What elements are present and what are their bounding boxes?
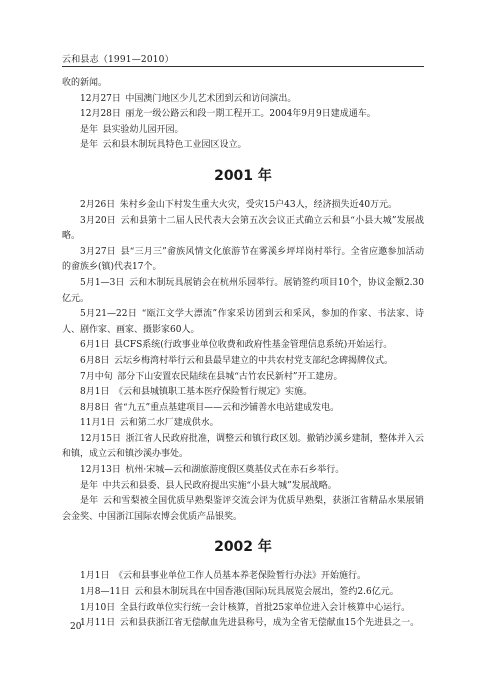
chronicle-entry [62,214,424,245]
entry-date: 11月1日 [80,418,116,429]
chronicle-entry [62,123,424,139]
entry-text: 云和第二水厂建成供水。 [119,418,219,429]
page-content [62,76,424,632]
chronicle-entry [62,616,424,632]
chronicle-entry [62,370,424,386]
chronicle-entry [62,432,424,463]
header-rule [62,66,424,67]
entry-text: 县实验幼儿园开园。 [102,124,184,135]
entry-date: 7月中旬 [80,371,113,382]
chronicle-entry [62,569,424,585]
running-head: 云和县志（1991—2010） [62,55,174,65]
entry-text: 县CFS系统(行政事业单位收费和政府性基金管理信息系统)开始运行。 [113,340,393,351]
entry-date: 是年 [80,496,99,507]
entry-text: 朱村乡金山下村发生重大火灾，受灾15户43人，经济损失近40万元。 [119,199,398,210]
chronicle-entry [62,198,424,214]
entry-date: 3月20日 [80,215,116,226]
entry-date: 12月15日 [80,433,122,444]
entry-text: 云和木制玩具展销会在杭州乐园举行。展销签约项目10个，协议金额2.30亿元。 [62,277,424,304]
entry-date: 1月8—11日 [80,587,130,598]
entry-date: 12月28日 [80,109,121,120]
page-number: 20 [70,622,82,632]
year-heading: 2002 年 [214,539,272,556]
entry-text: 云和县第十二届人民代表大会第五次会议正式确立云和县“小县大城”发展战略。 [62,215,424,242]
entry-date: 5月21—22日 [80,309,138,320]
entry-text: 云和雪梨被全国优质早熟梨鉴评交流会评为优质早熟梨，获浙江省精品水果展销会金奖、中国浙江国际农博会优质产品银奖。 [62,496,424,522]
chronicle-entry [62,307,424,338]
entry-date: 1月11日 [80,618,116,629]
entry-text: “瓯江文学大漂流”作家采访团到云和采风，参加的作家、书法家、诗人、剧作家、画家、摄影家60人。 [62,309,424,335]
entry-date: 5月1—3日 [80,277,125,288]
chronicle-entry [62,354,424,370]
chronicle-entry [62,338,424,354]
entry-text: 云和县木制玩具在中国香港(国际)玩具展览会展出，签约2.6亿元。 [134,587,399,598]
entry-text: 省“九五”重点基建项目——云和沙铺善水电站建成发电。 [113,402,340,413]
entry-date: 12月27日 [80,93,121,104]
entry-date: 1月1日 [80,571,110,582]
chronicle-entry [62,463,424,479]
entry-text: 浙江省人民政府批准，调整云和镇行政区划。撤销沙溪乡建制，整体并入云和镇，成立云和镇沙溪办事处。 [62,433,424,460]
year-heading: 2001 年 [214,167,272,184]
entry-text: 部分下山安置农民陆续在县城“古竹农民新村”开工建房。 [117,371,343,382]
chronicle-entry [62,138,424,154]
entry-text: 云和县获浙江省无偿献血先进县称号，成为全省无偿献血15个先进县之一。 [119,618,420,629]
chronicle-entry [62,494,424,525]
chronicle-entry [62,92,424,108]
chronicle-entry [62,416,424,432]
chronicle-entry [62,245,424,276]
entry-text: 云坛乡梅湾村举行云和县最早建立的中共农村党支部纪念碑揭牌仪式。 [113,355,393,366]
chronicle-entry [62,276,424,307]
chronicle-entry [62,479,424,495]
entry-date: 是年 [80,124,99,135]
chronicle-entry [62,385,424,401]
entry-date: 是年 [80,480,99,491]
entry-date: 6月8日 [80,355,110,366]
entry-date: 8月1日 [80,387,110,398]
entry-date: 1月10日 [80,602,116,613]
entry-date: 6月1日 [80,340,110,351]
entry-date: 3月27日 [80,246,116,257]
entry-text: 丽龙一级公路云和段一期工程开工。2004年9月9日建成通车。 [125,109,376,120]
entry-text: 全县行政单位实行统一会计核算，首批25家单位进入会计核算中心运行。 [119,602,411,613]
chronicle-entry [62,76,424,92]
entry-text: 收的新闻。 [62,78,108,88]
entry-date: 12月13日 [80,465,121,476]
entry-text: 县“三月三”畲族风情文化旅游节在雾溪乡坪垟岗村举行。全省应邀参加活动的畲族乡(镇)代表17个。 [62,246,424,273]
entry-text: 云和县木制玩具特色工业园区设立。 [102,140,247,151]
entry-date: 8月8日 [80,402,110,413]
entry-text: 中共云和县委、县人民政府提出实施“小县大城”发展战略。 [102,480,337,491]
chronicle-entry [62,601,424,617]
entry-text: 《云和县城镇职工基本医疗保险暂行规定》实施。 [113,387,312,398]
entry-text: 中国澳门地区少儿艺术团到云和访问演出。 [125,93,297,104]
entry-date: 是年 [80,140,99,151]
entry-date: 2月26日 [80,199,116,210]
chronicle-entry [62,401,424,417]
chronicle-entry [62,107,424,123]
chronicle-entry [62,585,424,601]
entry-text: 《云和县事业单位工作人员基本养老保险暂行办法》开始施行。 [113,571,366,582]
entry-text: 杭州·宋城—云和湖旅游度假区奠基仪式在赤石乡举行。 [125,465,345,476]
